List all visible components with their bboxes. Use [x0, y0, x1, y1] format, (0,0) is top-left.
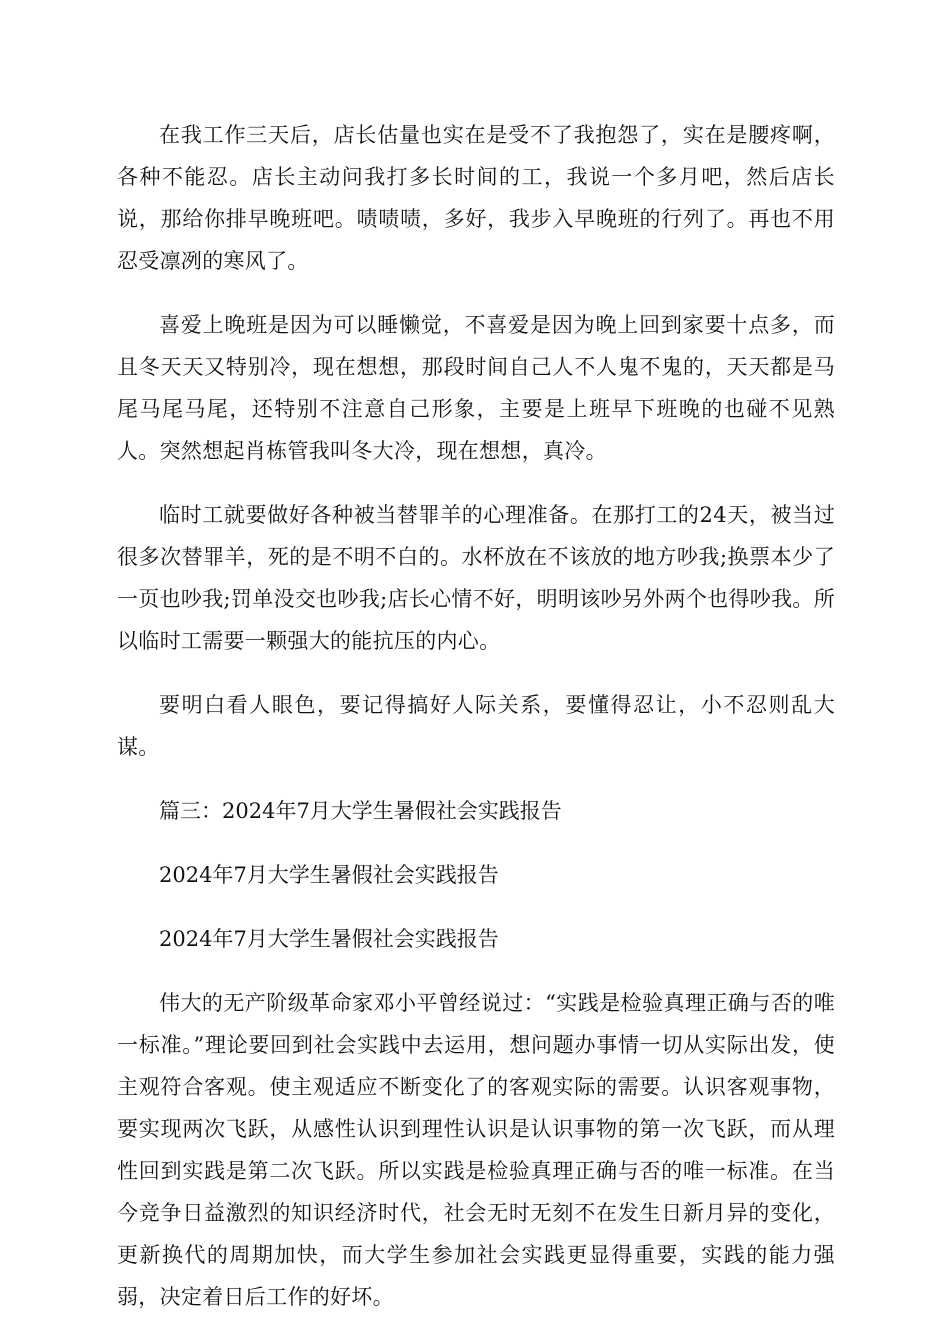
paragraph: 要明白看人眼色，要记得搞好人际关系，要懂得忍让，小不忍则乱大谋。 [117, 693, 835, 759]
section-heading: 篇三：2024年7月大学生暑假社会实践报告 [159, 799, 562, 823]
paragraph: 喜爱上晚班是因为可以睡懒觉，不喜爱是因为晚上回到家要十点多，而且冬天天又特别冷，现在想想，那段时间自己人不人鬼不鬼的，天天都是马尾马尾马尾，还特别不注意自己形象，主要是上班早下班晚的也碰不见熟人。突然想起肖栋管我叫冬大冷，现在想想，真冷。 [117, 313, 835, 463]
paragraph: 伟大的无产阶级革命家邓小平曾经说过：“实践是检验真理正确与否的唯一标准。”理论要回到社会实践中去运用，想问题办事情一切从实际出发，使主观符合客观。使主观适应不断变化了的客观实际的需要。认识客观事物，要实现两次飞跃，从感性认识到理性认识是认识事物的第一次飞跃，而从理性回到实践是第二次飞跃。所以实践是检验真理正确与否的唯一标准。在当今竞争日益激烈的知识经济时代，社会无时无刻不在发生日新月异的变化，更新换代的周期加快，而大学生参加社会实践更显得重要，实践的能力强弱，决定着日后工作的好坏。 [117, 991, 835, 1309]
paragraph: 在我工作三天后，店长估量也实在是受不了我抱怨了，实在是腰疼啊，各种不能忍。店长主动问我打多长时间的工，我说一个多月吧，然后店长说，那给你排早晚班吧。啧啧啧，多好，我步入早晚班的行列了。再也不用忍受凛冽的寒风了。 [117, 123, 835, 273]
document-body [117, 114, 835, 1340]
report-title: 2024年7月大学生暑假社会实践报告 [159, 863, 499, 887]
paragraph: 临时工就要做好各种被当替罪羊的心理准备。在那打工的24天，被当过很多次替罪羊，死的是不明不白的。水杯放在不该放的地方吵我;换票本少了一页也吵我;罚单没交也吵我;店长心情不好，明明该吵另外两个也得吵我。所以临时工需要一颗强大的能抗压的内心。 [117, 503, 835, 653]
report-title-repeat: 2024年7月大学生暑假社会实践报告 [159, 927, 499, 951]
